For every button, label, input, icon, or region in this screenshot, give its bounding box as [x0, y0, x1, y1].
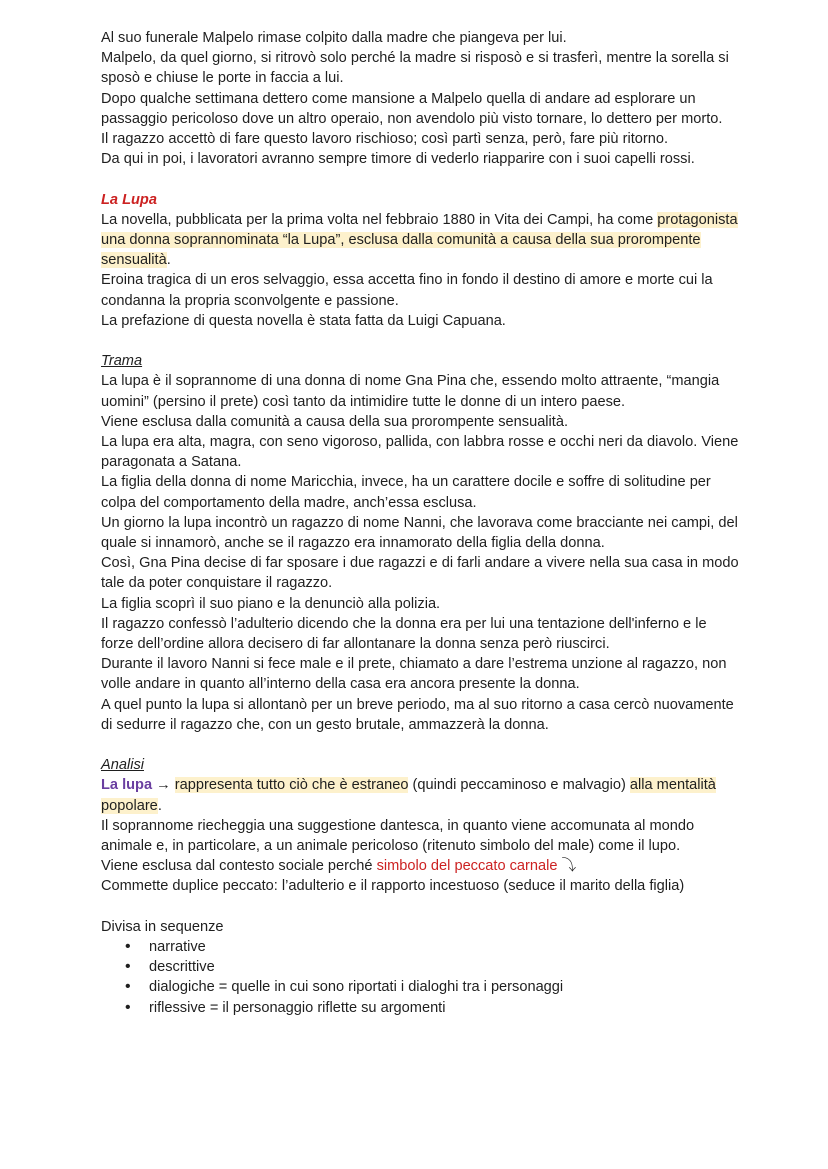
list-item: • descrittive: [149, 957, 741, 977]
trama-paragraph: A quel punto la lupa si allontanò per un breve periodo, ma al suo ritorno a casa cercò nuovamente di sedurre il ragazzo che, con un gesto brutale, ammazzerà la donna.: [101, 696, 734, 733]
malpelo-paragraph: Il ragazzo accettò di fare questo lavoro rischioso; così partì senza, però, fare più ritorno.: [101, 131, 669, 148]
sequenze-list: [101, 937, 741, 1018]
list-item: • dialogiche = quelle in cui sono riportati i dialoghi tra i personaggi: [149, 977, 741, 997]
curved-arrow-icon: ⤵: [557, 858, 577, 875]
analisi-lupa-label: La lupa: [101, 777, 153, 794]
lupa-intro: [101, 210, 741, 271]
lupa-intro-text: La novella, pubblicata per la prima volta nel febbraio 1880 in Vita dei Campi, ha come: [101, 211, 658, 228]
lupa-title: La Lupa: [101, 191, 157, 208]
analisi-text: (quindi peccaminoso e malvagio): [408, 777, 630, 794]
analisi-text: Viene esclusa dal contesto sociale perché: [101, 858, 377, 875]
lupa-paragraph: Eroina tragica di un eros selvaggio, essa accetta fino in fondo il destino di amore e morte cui la condanna la propria sconvolgente e passione.: [101, 272, 713, 309]
sequenze-heading: Divisa in sequenze: [101, 918, 224, 935]
malpelo-paragraph: Da qui in poi, i lavoratori avranno sempre timore di vederlo riapparire con i suoi capelli rossi.: [101, 151, 695, 168]
lupa-intro-highlight: protagonista una donna soprannominata “la Lupa”, esclusa dalla comunità a causa della sua prorompente sensualità: [101, 211, 738, 269]
trama-paragraph: Così, Gna Pina decise di far sposare i due ragazzi e di farli andare a vivere nella sua casa in modo tale da poter conquistare il ragazzo.: [101, 555, 739, 592]
list-item: • narrative: [149, 937, 741, 957]
trama-paragraph: Viene esclusa dalla comunità a causa della sua prorompente sensualità.: [101, 413, 569, 430]
trama-paragraph: La figlia della donna di nome Maricchia, invece, ha un carattere docile e soffre di solitudine per colpa del comportamento della madre, anch’essa esclusa.: [101, 474, 711, 511]
malpelo-paragraph: Al suo funerale Malpelo rimase colpito dalla madre che piangeva per lui.: [101, 30, 567, 46]
lupa-intro-end: .: [166, 252, 171, 269]
trama-paragraph: Un giorno la lupa incontrò un ragazzo di nome Nanni, che lavorava come bracciante nei campi, del quale si innamorò, anche se il ragazzo era innamorato della figlia della donna.: [101, 514, 738, 552]
analisi-paragraph: Il soprannome riecheggia una suggestione dantesca, in quanto viene accomunata al mondo animale e, in particolare, a un animale pericoloso (ritenuto simbolo del male) come il lupo.: [101, 817, 695, 855]
analisi-paragraph: Commette duplice peccato: l’adulterio e il rapporto incestuoso (seduce il marito della figlia): [101, 878, 685, 895]
document-page: [101, 28, 741, 1018]
malpelo-paragraph: Malpelo, da quel giorno, si ritrovò solo perché la madre si risposò e si trasferì, mentre la sorella si sposò e chiuse le porte in faccia a lui.: [101, 50, 729, 87]
trama-paragraph: La lupa è il soprannome di una donna di nome Gna Pina che, essendo molto attraente, “mangia uomini” (persino il prete) così tanto da intimidire tutte le donne di un intero paese.: [101, 373, 720, 410]
list-item: • riflessive = il personaggio riflette su argomenti: [149, 998, 741, 1018]
analisi-highlight: rappresenta tutto ciò che è estraneo: [174, 777, 409, 794]
trama-paragraph: La lupa era alta, magra, con seno vigoroso, pallida, con labbra rosse e occhi neri da diavolo. Viene paragonata a Satana.: [101, 434, 739, 471]
analisi-red-text: simbolo del peccato carnale: [376, 858, 558, 875]
trama-title: Trama: [101, 353, 143, 370]
analisi-title: Analisi: [101, 757, 144, 774]
analisi-highlight: alla mentalità popolare: [101, 777, 716, 814]
trama-paragraph: La figlia scoprì il suo piano e la denunciò alla polizia.: [101, 595, 441, 612]
trama-paragraph: Durante il lavoro Nanni si fece male e il prete, chiamato a dare l’estrema unzione al ragazzo, non volle andare in quanto all’interno della casa era ancora presente la donna.: [101, 656, 727, 693]
malpelo-paragraph: Dopo qualche settimana dettero come mansione a Malpelo quella di andare ad esplorare un passaggio pericoloso dove un altro operaio, non avendolo più visto tornare, lo dettero per morto.: [101, 90, 723, 127]
analisi-paragraph: [101, 856, 741, 876]
arrow-icon: →: [152, 777, 175, 794]
lupa-paragraph: La prefazione di questa novella è stata fatta da Luigi Capuana.: [101, 312, 506, 329]
analisi-text: .: [157, 797, 162, 814]
trama-paragraph: Il ragazzo confessò l’adulterio dicendo che la donna era per lui una tentazione dell'inferno e le forze dell’ordine allora decisero di far allontanare la donna senza però riuscirci.: [101, 615, 707, 653]
analisi-lupa-paragraph: [101, 775, 741, 815]
